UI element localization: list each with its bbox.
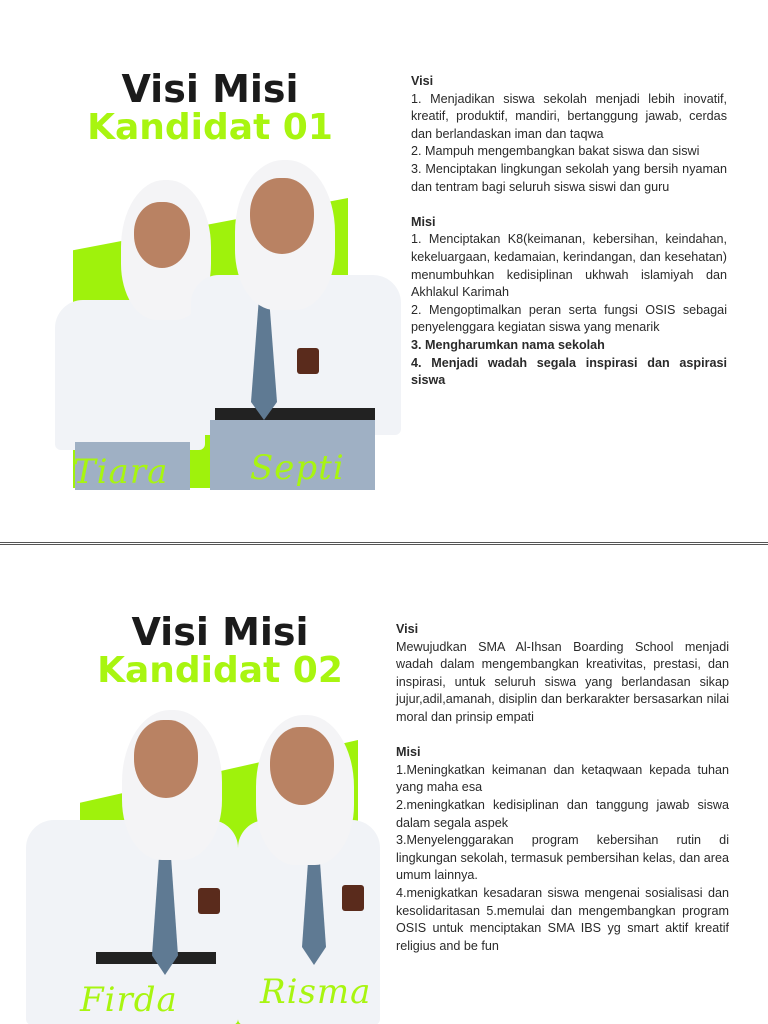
- visi-paragraph: Mewujudkan SMA Al-Ihsan Boarding School menjadi wadah dalam mengembangkan kreativitas, prestasi, dan inspirasi, untuk seluruh siswa yang berlandasan sikap jujur,adil,amanah, disiplin dan berkarakter bersasarkan nilai moral dan prinsip empati: [396, 639, 729, 724]
- page-title: [80, 610, 360, 691]
- candidate-firda: [22, 710, 242, 1024]
- name-tiara: Tiara: [73, 452, 169, 492]
- name-septi: Septi: [250, 448, 345, 488]
- visi-item: 1. Menjadikan siswa sekolah menjadi lebih inovatif, kreatif, produktif, mandiri, bertanggung jawab, cerdas dan berlandaskan iman dan taqwa: [411, 91, 727, 141]
- misi-item: 3. Mengharumkan nama sekolah: [411, 337, 605, 352]
- candidate-photo: [45, 160, 410, 490]
- misi-item: 3.Menyelenggarakan program kebersihan rutin di lingkungan sekolah, termasuk pembersihan kelas, dan area umum lainnya.: [396, 833, 729, 883]
- misi-item: 2. Mengoptimalkan peran serta fungsi OSIS sebagai penyelenggara kegiatan siswa yang menarik: [411, 302, 727, 335]
- title-kandidat: Kandidat 01: [87, 107, 333, 148]
- title-visi-misi: Visi Misi: [121, 67, 299, 111]
- page-title: [70, 67, 350, 148]
- visi-heading: Visi: [411, 74, 434, 88]
- page-kandidat-02: [0, 544, 768, 1024]
- name-risma: Risma: [260, 972, 372, 1012]
- title-visi-misi: Visi Misi: [131, 610, 309, 654]
- misi-heading: Misi: [411, 214, 436, 229]
- candidate-photo: [22, 710, 382, 1024]
- title-kandidat: Kandidat 02: [97, 650, 343, 691]
- misi-item: 1.Meningkatkan keimanan dan ketaqwaan kepada tuhan yang maha esa: [396, 762, 729, 795]
- visi-heading: Visi: [396, 622, 419, 636]
- candidate-septi: [185, 160, 410, 490]
- misi-item: 4.menigkatkan kesadaran siswa mengenai sosialisasi dan kesolidaritasan 5.memulai dan mengembangkan program OSIS untuk menciptakan SMA IBS yg smart aktif kreatif religius and be fun: [396, 885, 729, 953]
- visi-misi-text: [396, 621, 729, 955]
- misi-item: 1. Menciptakan K8(keimanan, kebersihan, keindahan, kekeluargaan, kedamaian, kerindangan, dan kesehatan) menumbuhkan kedisiplinan ukhwah islamiyah dan Akhlakul Karimah: [411, 232, 727, 300]
- name-firda: Firda: [80, 980, 178, 1020]
- visi-item: 2. Mampuh mengembangkan bakat siswa dan siswi: [411, 144, 700, 159]
- visi-item: 3. Menciptakan lingkungan sekolah yang bersih nyaman dan tentram bagi seluruh siswa siswi dan guru: [411, 161, 727, 194]
- visi-misi-text: [411, 73, 727, 390]
- misi-item: 2.meningkatkan kedisiplinan dan tanggung jawab siswa dalam segala aspek: [396, 797, 729, 830]
- misi-heading: Misi: [396, 745, 421, 760]
- misi-item: 4. Menjadi wadah segala inspirasi dan aspirasi siswa: [411, 355, 727, 388]
